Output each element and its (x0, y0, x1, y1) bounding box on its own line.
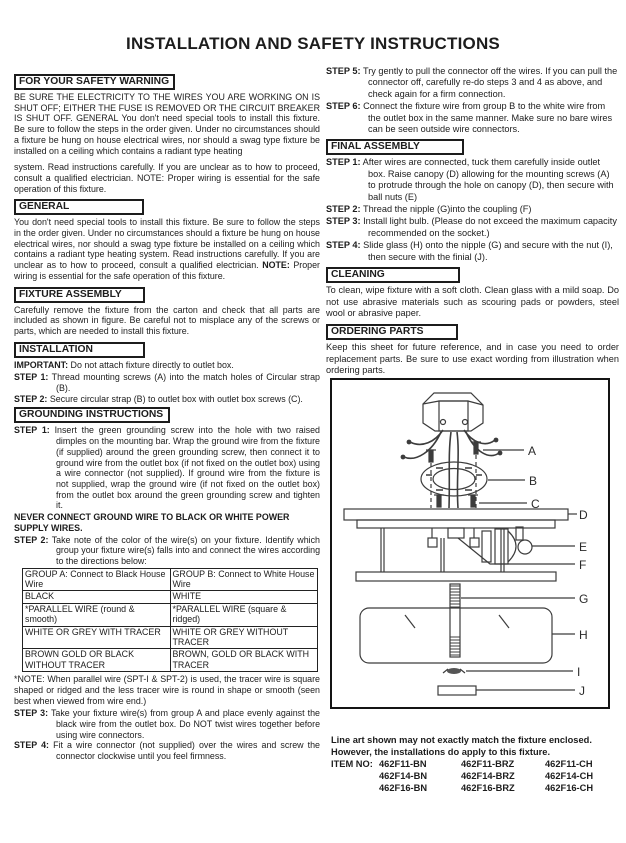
step-label: STEP 3: (14, 708, 49, 719)
line-art (332, 380, 608, 707)
item-no-label: ITEM NO: (331, 759, 373, 769)
step-text: Fit a wire connector (not supplied) over the wires and screw the connector clockwise until you feel firmness. (53, 740, 320, 762)
item-number-list (331, 758, 619, 794)
wire-table-cell: WHITE (170, 591, 318, 603)
step-text: Take your fixture wire(s) from group A and place evenly against the black wire from the outlet box. Do NOT twist wires together before using wire connectors. (50, 708, 320, 740)
step-label: STEP 4: (326, 240, 361, 251)
general-note-label: NOTE: (262, 260, 290, 271)
safety-paragraph-2: system. Read instructions carefully. If you are unclear as to how to proceed, consult a qualified electrician. NOTE: Proper wiring is essential for the safe operation of this fixture. (14, 162, 320, 194)
step-text: Connect the fixture wire from group B to the white wire from the outlet box in the same manner. Make sure no bare wires can be seen outside wire connectors. (363, 101, 613, 135)
step-label: STEP 3: (326, 216, 361, 227)
general-note-text: Proper wiring is essential for the safe operation of this fixture. (14, 260, 320, 281)
table-row (23, 568, 318, 591)
general-paragraph (14, 217, 320, 281)
diagram-label-h: H (579, 628, 588, 642)
wire-table-cell: GROUP A: Connect to Black House Wire (23, 568, 171, 591)
step-label: STEP 1: (326, 157, 361, 168)
footer-note-line-2: However, the installations do apply to this fixture. (331, 746, 551, 757)
step-text: Slide glass (H) onto the nipple (G) and secure with the nut (I), then secure with the finial (J). (363, 240, 613, 262)
diagram-label-i: I (577, 665, 581, 679)
wire-table-cell: BLACK (23, 591, 171, 603)
section-heading-grounding: GROUNDING INSTRUCTIONS (14, 407, 170, 423)
installation-step-1 (14, 372, 320, 393)
grounding-step-2 (14, 535, 320, 567)
item-number: 462F16-BN (379, 783, 428, 793)
table-row (23, 626, 318, 649)
item-number: 462F11-BN (379, 759, 427, 769)
installation-important (14, 360, 320, 371)
step-label: STEP 2: (326, 204, 361, 215)
step-label: STEP 5: (326, 66, 361, 76)
connection-step-5 (326, 66, 619, 100)
diagram-label-c: C (531, 497, 540, 511)
step-label: STEP 2: (14, 393, 48, 404)
wire-table-cell: BROWN GOLD OR BLACK WITHOUT TRACER (23, 649, 171, 672)
connection-step-6 (326, 101, 619, 135)
grounding-step-1 (14, 425, 320, 511)
footer-note-line-1: Line art shown may not exactly match the fixture enclosed. (331, 735, 592, 745)
right-column (326, 66, 619, 379)
step-label: STEP 2: (14, 534, 49, 545)
important-label: IMPORTANT: (14, 359, 69, 370)
wire-table-cell: *PARALLEL WIRE (square & ridged) (170, 603, 318, 626)
ordering-parts-paragraph: Keep this sheet for future reference, and in case you need to order replacement parts. Be sure to use exact wording from illustration when ordering parts. (326, 342, 619, 376)
grounding-warning: NEVER CONNECT GROUND WIRE TO BLACK OR WHITE POWER SUPPLY WIRES. (14, 512, 290, 533)
section-heading-fixture-assembly: FIXTURE ASSEMBLY (14, 287, 145, 303)
step-text: Thread mounting screws (A) into the match holes of Circular strap (B). (51, 372, 320, 394)
item-number: 462F11-BRZ (461, 759, 515, 769)
final-assembly-step-2 (326, 204, 619, 215)
step-text: Thread the nipple (G)into the coupling (F) (362, 204, 532, 215)
diagram-label-g: G (579, 592, 589, 606)
section-heading-safety: FOR YOUR SAFETY WARNING (14, 74, 175, 90)
final-assembly-step-1 (326, 157, 619, 203)
item-number: 462F16-CH (545, 783, 594, 793)
table-row (23, 649, 318, 672)
step-label: STEP 1: (14, 372, 49, 383)
cleaning-paragraph: To clean, wipe fixture with a soft cloth. Clean glass with a mild soap. Do not use abrasive materials such as scouring pads or powders, steel wool or abrasive paper. (326, 285, 619, 318)
final-assembly-step-4 (326, 240, 619, 263)
wire-group-table (22, 568, 318, 673)
wire-table-cell: *PARALLEL WIRE (round & smooth) (23, 603, 171, 626)
step-text: Install light bulb. (Please do not exceed the maximum capacity recommended on the socket.) (363, 216, 617, 238)
left-column (14, 71, 320, 762)
wire-table-cell: WHITE OR GREY WITH TRACER (23, 626, 171, 649)
section-heading-general: GENERAL (14, 199, 144, 215)
diagram-label-f: F (579, 558, 587, 572)
wire-table-cell: WHITE OR GREY WITHOUT TRACER (170, 626, 318, 649)
section-heading-installation: INSTALLATION (14, 342, 145, 358)
page-title: INSTALLATION AND SAFETY INSTRUCTIONS (126, 34, 500, 53)
item-number: 462F14-CH (545, 771, 594, 781)
table-row (23, 591, 318, 603)
section-heading-cleaning: CLEANING (326, 267, 460, 283)
important-text: Do not attach fixture directly to outlet box. (68, 359, 234, 370)
section-heading-ordering-parts: ORDERING PARTS (326, 324, 458, 340)
wire-table-cell: GROUP B: Connect to White House Wire (170, 568, 318, 591)
diagram-label-e: E (579, 540, 588, 554)
item-number: 462F16-BRZ (461, 783, 515, 793)
item-number: 462F14-BN (379, 771, 428, 781)
item-number: 462F11-CH (545, 759, 593, 769)
diagram-label-b: B (529, 474, 538, 488)
item-number: 462F14-BRZ (461, 771, 515, 781)
table-row (23, 603, 318, 626)
step-label: STEP 6: (326, 101, 361, 112)
step-text: Take note of the color of the wire(s) on your fixture. Identify which group your fixture wire(s) falls into and connect the wires according to the directions below: (51, 534, 320, 566)
footer (331, 735, 619, 794)
section-heading-final-assembly: FINAL ASSEMBLY (326, 139, 464, 155)
installation-step-2 (14, 394, 320, 405)
grounding-step-3 (14, 708, 320, 740)
diagram-label-d: D (579, 508, 588, 522)
wire-table-cell: BROWN, GOLD OR BLACK WITH TRACER (170, 649, 318, 672)
step-text: After wires are connected, tuck them carefully inside outlet box. Raise canopy (D) allowing for the mounting screws (A) to protrude through the hole on canopy (D), then secure with ball nuts (E) (362, 157, 614, 202)
grounding-step-4 (14, 740, 320, 761)
step-label: STEP 4: (14, 740, 49, 751)
fixture-assembly-paragraph: Carefully remove the fixture from the carton and check that all parts are included as shown in figure. Be careful not to misplace any of the screws or parts, which are needed to install this fixture. (14, 304, 320, 336)
parallel-wire-note: *NOTE: When parallel wire (SPT-I & SPT-2) is used, the tracer wire is square shaped or ridged and the less tracer wire is round in shape or smooth (seen best when viewed from wire end.) (14, 674, 320, 706)
safety-paragraph-1: BE SURE THE ELECTRICITY TO THE WIRES YOU ARE WORKING ON IS SHUT OFF; EITHER THE FUSE IS REMOVED OR THE CIRCUIT BREAKER IS SHUT OFF. GENERAL You don't need special tools to install this fixture. Be sure to follow the steps in the order given. Under no circumstances should a fixture be hung on house electrical wires, nor should a swag type fixture be installed on a ceiling which contains a radiant type heating (14, 92, 320, 156)
step-label: STEP 1: (14, 425, 50, 436)
general-body-text: You don't need special tools to install this fixture. Be sure to follow the steps in the order given. Under no circumstances should a fixture be hung on house electrical wires, nor should a swag type fixture be installed on a ceiling which contains a radiant type heating system. Read instructions carefully. If you are unclear as to how to proceed, consult a qualified electrician. (14, 217, 320, 271)
diagram-label-a: A (528, 444, 537, 458)
fixture-line-art-diagram (330, 378, 610, 709)
step-text: Try gently to pull the connector off the wires. If you can pull the connector off, carefully re-do steps 3 and 4 as above, and check again for a firm connection. (362, 66, 618, 99)
step-text: Insert the green grounding screw into the hole with two raised dimples on the mounting bar. Wrap the ground wire from the fixture (if supplied) around the green grounding screw, then connect it to ground wire from the outlet box (if not fixed on the outlet box) using a wire connector (not supplied). If ground wire from the fixture is not supplied, wrap the ground wire (if not fixed on the outlet box) from the outlet box around the green grounding screw and tighten it. (54, 425, 320, 511)
diagram-label-j: J (579, 684, 585, 698)
final-assembly-step-3 (326, 216, 619, 239)
step-text: Secure circular strap (B) to outlet box with outlet box screws (C). (49, 393, 303, 404)
